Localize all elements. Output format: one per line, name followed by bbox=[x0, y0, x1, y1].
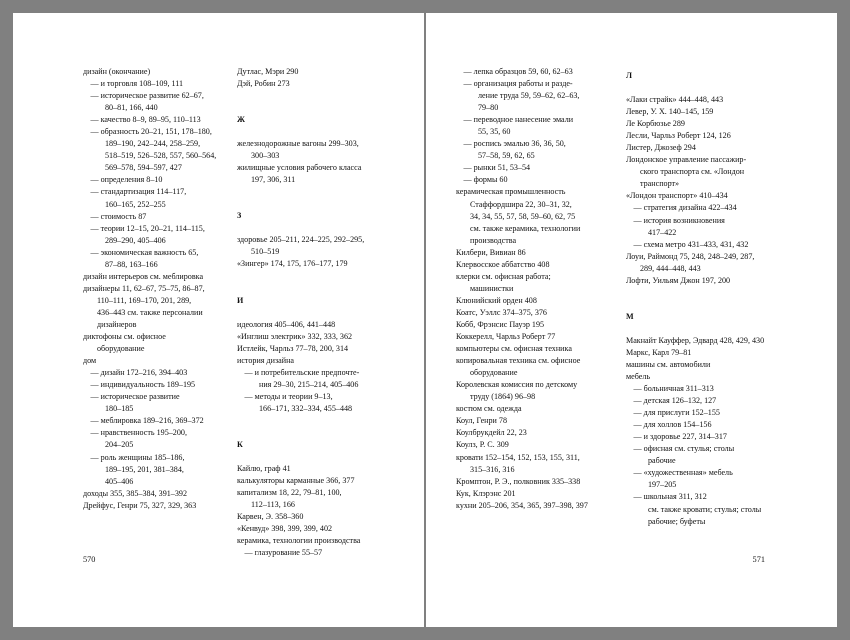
index-entry-line: 405–406 bbox=[105, 476, 134, 486]
index-entry-line: — организация работы и разде- bbox=[463, 79, 573, 89]
index-entry-line: Лондонское управление пассажир- bbox=[626, 155, 747, 165]
index-entry-line: — меблировка 189–216, 369–372 bbox=[90, 416, 204, 426]
index-entry-line: Коатс, Уэллс 374–375, 376 bbox=[456, 307, 547, 317]
index-entry-line: ского транспорта см. «Лондон bbox=[640, 167, 745, 177]
index-entry-line: — стратегия дизайна 422–434 bbox=[633, 203, 737, 213]
index-entry-line: — теории 12–15, 20–21, 114–115, bbox=[90, 223, 205, 233]
index-entry-line: «Инглиш электрик» 332, 333, 362 bbox=[237, 331, 353, 341]
index-entry-line: 289, 444–448, 443 bbox=[640, 263, 701, 273]
right-page bbox=[426, 13, 837, 627]
index-entry-line: Лоуи, Раймонд 75, 248, 248–249, 287, bbox=[626, 251, 755, 261]
index-entry-line: — образность 20–21, 151, 178–180, bbox=[90, 127, 212, 137]
index-entry-line: 417–422 bbox=[648, 227, 677, 237]
index-entry-line: Килбери, Вивиан 86 bbox=[456, 247, 526, 257]
section-letter: Ж bbox=[237, 115, 246, 125]
index-entry-line: дизайнеры 11, 62–67, 75–75, 86–87, bbox=[83, 283, 205, 293]
index-entry-line: 315–316, 316 bbox=[470, 464, 515, 474]
spacer bbox=[237, 186, 364, 210]
section-letter: Л bbox=[626, 71, 633, 80]
index-entry-line: Листер, Джозеф 294 bbox=[626, 143, 696, 153]
index-entry-line: — дизайн 172–216, 394–403 bbox=[90, 368, 188, 378]
spacer bbox=[626, 287, 764, 311]
index-entry-line: 510–519 bbox=[251, 247, 280, 257]
index-entry-line: Макнайт Кауффер, Эдвард 428, 429, 430 bbox=[626, 335, 765, 345]
index-entry-line: 569–578, 594–597, 427 bbox=[105, 163, 182, 173]
index-entry-line: Стаффордшира 22, 30–31, 32, bbox=[470, 199, 572, 209]
index-entry-line: см. также кровати; стулья; столы bbox=[648, 504, 762, 514]
index-entry-line: — нравственность 195–200, bbox=[90, 428, 187, 438]
index-entry-line: калькуляторы карманные 366, 377 bbox=[237, 476, 355, 486]
index-entry-line: дизайн (окончание) bbox=[83, 67, 151, 76]
index-entry-line: машинистки bbox=[470, 283, 514, 293]
index-entry-line: «Лондон транспорт» 410–434 bbox=[626, 191, 728, 201]
index-entry-line: Ле Корбюзье 289 bbox=[626, 119, 685, 129]
index-entry-line: железнодорожные вагоны 299–303, bbox=[237, 139, 359, 149]
index-entry-line: 180–185 bbox=[105, 404, 134, 414]
index-entry-line: «Лаки страйк» 444–448, 443 bbox=[626, 95, 724, 105]
index-entry-line: Кобб, Фрэнсис Пауэр 195 bbox=[456, 319, 545, 329]
index-entry-line: Маркс, Карл 79–81 bbox=[626, 347, 692, 357]
index-entry-line: 80–81, 166, 440 bbox=[105, 103, 158, 113]
index-entry-line: 189–195, 201, 381–384, bbox=[105, 464, 184, 474]
index-entry-line: Дрейфус, Генри 75, 327, 329, 363 bbox=[83, 500, 197, 510]
index-column-right-2 bbox=[626, 70, 764, 528]
spacer bbox=[237, 307, 364, 319]
index-entry-line: — формы 60 bbox=[463, 175, 508, 185]
index-entry-line: — глазурование 55–57 bbox=[244, 548, 323, 558]
index-entry-line: Левер, У. Х. 140–145, 159 bbox=[626, 107, 714, 117]
index-entry-line: керамическая промышленность bbox=[456, 187, 566, 197]
page-number-left: 570 bbox=[83, 555, 96, 564]
index-entry-line: доходы 355, 385–384, 391–392 bbox=[83, 488, 187, 498]
index-entry-line: — офисная см. стулья; столы bbox=[633, 444, 735, 454]
index-entry-line: Дэй, Робин 273 bbox=[237, 79, 290, 89]
index-entry-line: Клюнийский орден 408 bbox=[456, 295, 537, 305]
index-entry-line: транспорт» bbox=[640, 179, 680, 189]
index-entry-line: — «художественная» мебель bbox=[633, 468, 733, 478]
index-column-left-1 bbox=[83, 66, 216, 512]
section-letter: М bbox=[626, 311, 634, 321]
index-entry-line: 189–190, 242–244, 258–259, bbox=[105, 139, 201, 149]
index-entry-line: кровати 152–154, 152, 153, 155, 311, bbox=[456, 452, 580, 462]
index-entry-line: производства bbox=[470, 235, 517, 245]
index-entry-line: Королевская комиссия по детскому bbox=[456, 380, 578, 390]
index-entry-line: диктофоны см. офисное bbox=[83, 332, 166, 342]
index-entry-line: — стоимость 87 bbox=[90, 211, 147, 221]
index-entry-line: история дизайна bbox=[237, 355, 295, 365]
index-entry-line: — лепка образцов 59, 60, 62–63 bbox=[463, 67, 573, 76]
index-entry-line: Коулбрукдейл 22, 23 bbox=[456, 428, 527, 438]
index-entry-line: — история возникновения bbox=[633, 215, 725, 225]
index-entry-line: Лофти, Уильям Джон 197, 200 bbox=[626, 275, 731, 285]
index-entry-line: — больничная 311–313 bbox=[633, 384, 714, 394]
index-entry-line: — детская 126–132, 127 bbox=[633, 396, 717, 406]
index-entry-line: 197–205 bbox=[648, 480, 677, 490]
index-entry-line: мебель bbox=[626, 371, 651, 381]
index-entry-line: компьютеры см. офисная техника bbox=[456, 344, 572, 354]
index-entry-line: — методы и теории 9–13, bbox=[244, 391, 333, 401]
index-entry-line: труду (1864) 96–98 bbox=[470, 392, 536, 402]
index-entry-line: Карвен, Э. 358–360 bbox=[237, 512, 304, 522]
index-entry-line: капитализм 18, 22, 79–81, 100, bbox=[237, 488, 342, 498]
index-entry-line: Кайлю, граф 41 bbox=[237, 463, 291, 473]
index-entry-line: — схема метро 431–433, 431, 432 bbox=[633, 239, 749, 249]
index-entry-line: 204–205 bbox=[105, 440, 134, 450]
index-entry-line: дизайн интерьеров см. меблировка bbox=[83, 271, 204, 281]
index-entry-line: — качество 8–9, 89–95, 110–113 bbox=[90, 115, 201, 125]
spacer bbox=[237, 126, 364, 138]
left-page bbox=[13, 13, 424, 627]
index-entry-line: дизайнеров bbox=[97, 319, 137, 329]
index-entry-line: — историческое развитие 62–67, bbox=[90, 91, 204, 101]
index-column-left-2 bbox=[237, 66, 364, 559]
index-entry-line: ния 29–30, 215–214, 405–406 bbox=[259, 379, 359, 389]
index-entry-line: оборудование bbox=[470, 368, 518, 378]
index-entry-line: — школьная 311, 312 bbox=[633, 492, 707, 502]
index-entry-line: 160–165, 252–255 bbox=[105, 199, 166, 209]
index-entry-line: Коул, Генри 78 bbox=[456, 416, 507, 426]
spacer bbox=[237, 222, 364, 234]
index-entry-line: 112–113, 166 bbox=[251, 500, 295, 510]
spacer bbox=[237, 90, 364, 114]
index-entry-line: копировальная техника см. офисное bbox=[456, 356, 581, 366]
section-letter: И bbox=[237, 295, 244, 305]
index-entry-line: — для холлов 154–156 bbox=[633, 420, 712, 430]
spacer bbox=[237, 451, 364, 463]
index-entry-line: — рынки 51, 53–54 bbox=[463, 163, 531, 173]
index-entry-line: жилищные условия рабочего класса bbox=[237, 163, 362, 173]
index-entry-line: — для прислуги 152–155 bbox=[633, 408, 720, 418]
index-entry-line: Клервосское аббатство 408 bbox=[456, 259, 550, 269]
index-entry-line: Коулз, Р. С. 309 bbox=[456, 440, 509, 450]
index-entry-line: ление труда 59, 59–62, 62–63, bbox=[478, 91, 580, 101]
index-entry-line: 79–80 bbox=[478, 103, 499, 113]
index-entry-line: «Кенвуд» 398, 399, 399, 402 bbox=[237, 524, 333, 534]
spacer bbox=[626, 323, 764, 335]
index-entry-line: — экономическая важность 65, bbox=[90, 247, 199, 257]
index-entry-line: клерки см. офисная работа; bbox=[456, 271, 551, 281]
index-entry-line: 289–290, 405–406 bbox=[105, 235, 166, 245]
index-entry-line: 55, 35, 60 bbox=[478, 127, 511, 137]
index-entry-line: — переводное нанесение эмали bbox=[463, 115, 574, 125]
index-entry-line: оборудование bbox=[97, 344, 145, 354]
index-entry-line: — индивидуальность 189–195 bbox=[90, 380, 196, 390]
index-entry-line: 87–88, 163–166 bbox=[105, 259, 158, 269]
index-entry-line: Истлейк, Чарльз 77–78, 200, 314 bbox=[237, 343, 349, 353]
index-entry-line: идеология 405–406, 441–448 bbox=[237, 319, 336, 329]
index-entry-line: — стандартизация 114–117, bbox=[90, 187, 187, 197]
index-entry-line: 57–58, 59, 62, 65 bbox=[478, 151, 535, 161]
index-column-right-1 bbox=[456, 66, 588, 512]
index-entry-line: 110–111, 169–170, 201, 289, bbox=[97, 295, 192, 305]
index-entry-line: костюм см. одежда bbox=[456, 404, 522, 414]
section-letter: К bbox=[237, 439, 243, 449]
spacer bbox=[237, 271, 364, 295]
index-entry-line: — определения 8–10 bbox=[90, 175, 163, 185]
index-entry-line: Дутлас, Мэри 290 bbox=[237, 67, 299, 76]
index-entry-line: 436–443 см. также персоналии bbox=[97, 307, 203, 317]
index-entry-line: — роспись эмалью 36, 36, 50, bbox=[463, 139, 566, 149]
index-entry-line: машины см. автомобили bbox=[626, 359, 711, 369]
index-entry-line: 197, 306, 311 bbox=[251, 175, 296, 185]
section-letter: З bbox=[237, 211, 242, 221]
index-entry-line: — роль женщины 185–186, bbox=[90, 452, 185, 462]
index-entry-line: керамика, технологии производства bbox=[237, 536, 361, 546]
index-entry-line: — и торговля 108–109, 111 bbox=[90, 79, 184, 89]
index-entry-line: Лесли, Чарльз Роберт 124, 126 bbox=[626, 131, 731, 141]
index-entry-line: рабочие bbox=[648, 456, 676, 466]
index-entry-line: здоровье 205–211, 224–225, 292–295, bbox=[237, 235, 365, 245]
index-entry-line: — историческое развитие bbox=[90, 392, 180, 402]
index-entry-line: «Зингер» 174, 175, 176–177, 179 bbox=[237, 259, 348, 269]
index-entry-line: рабочие; буфеты bbox=[648, 516, 706, 526]
index-entry-line: 300–303 bbox=[251, 151, 280, 161]
index-entry-line: 518–519, 526–528, 557, 560–564, bbox=[105, 151, 217, 161]
page-number-right: 571 bbox=[752, 555, 765, 564]
index-entry-line: Кромптон, Р. Э., полковник 335–338 bbox=[456, 476, 581, 486]
index-entry-line: см. также керамика, технологии bbox=[470, 223, 581, 233]
index-entry-line: Кук, Клэрэнс 201 bbox=[456, 488, 516, 498]
index-entry-line: — и потребительские предпочте- bbox=[244, 367, 360, 377]
index-entry-line: 34, 34, 55, 57, 58, 59–60, 62, 75 bbox=[470, 211, 576, 221]
index-entry-line: кухни 205–206, 354, 365, 397–398, 397 bbox=[456, 500, 588, 510]
index-entry-line: Коккерелл, Чарльз Роберт 77 bbox=[456, 332, 556, 342]
index-entry-line: 166–171, 332–334, 455–448 bbox=[259, 403, 353, 413]
spacer bbox=[626, 82, 764, 94]
spacer bbox=[237, 415, 364, 439]
index-entry-line: дом bbox=[83, 356, 97, 366]
index-entry-line: — и здоровье 227, 314–317 bbox=[633, 432, 727, 442]
